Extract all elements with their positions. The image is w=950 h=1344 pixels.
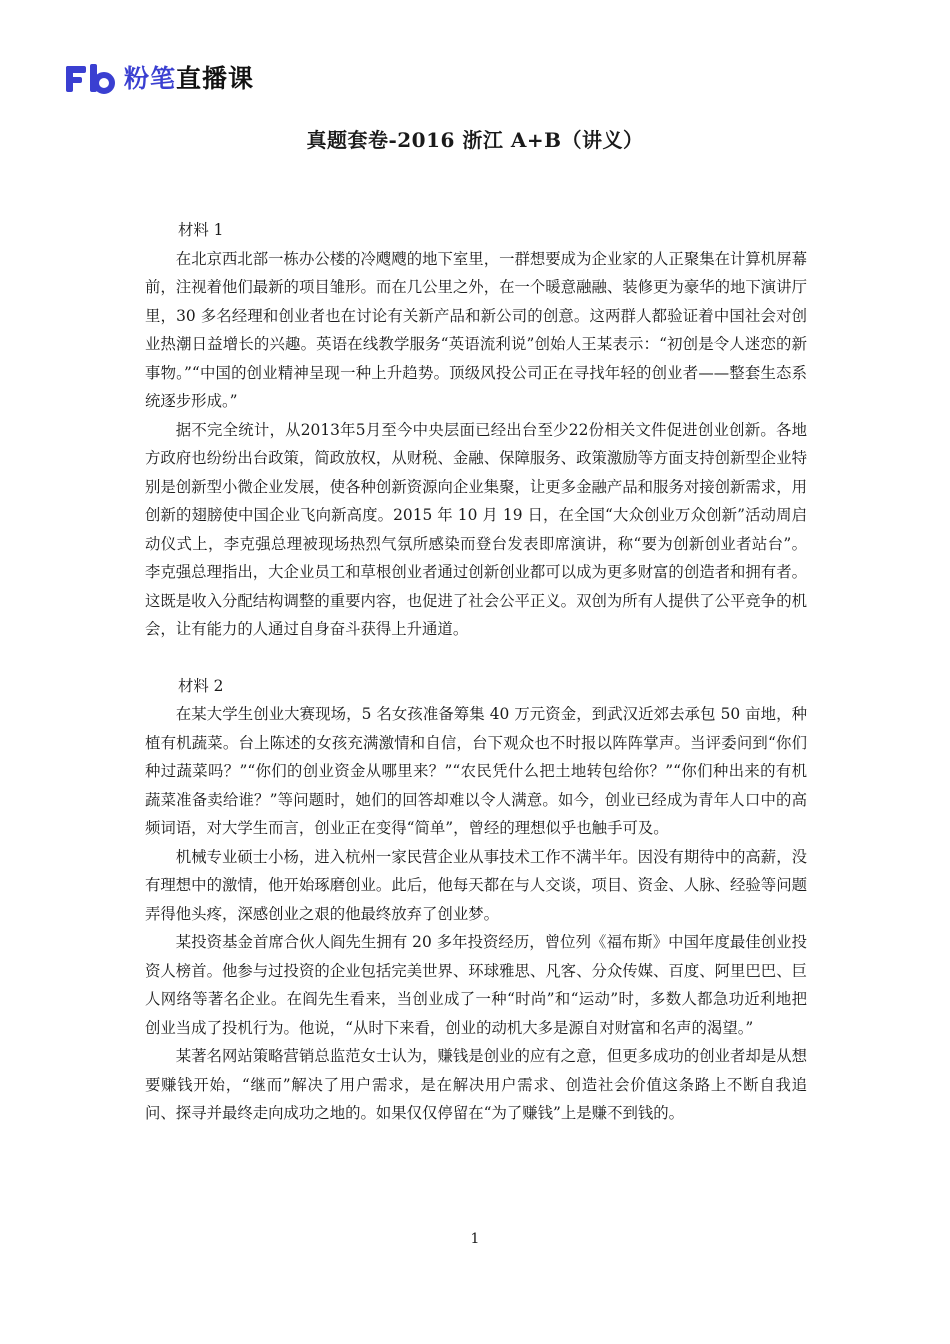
paragraph: 某投资基金首席合伙人阎先生拥有 20 多年投资经历，曾位列《福布斯》中国年度最佳创业投资人榜首。他参与过投资的企业包括完美世界、环球雅思、凡客、分众传媒、百度、阿里巴巴、巨人网络等著名企业。在阎先生看来，当创业成了一种“时尚”和“运动”时，多数人都急功近利地把创业当成了投机行为。他说，“从时下来看，创业的动机大多是源自对财富和名声的渴望。”: [145, 933, 807, 1037]
paragraph: 某著名网站策略营销总监范女士认为，赚钱是创业的应有之意，但更多成功的创业者却是从想要赚钱开始，“继而”解决了用户需求，是在解决用户需求、创造社会价值这条路上不断自我追问、探寻并最终走向成功之地的。如果仅仅停留在“为了赚钱”上是赚不到钱的。: [145, 1047, 807, 1122]
paragraph: 在北京西北部一栋办公楼的冷飕飕的地下室里，一群想要成为企业家的人正聚集在计算机屏幕前，注视着他们最新的项目雏形。而在几公里之外，在一个暖意融融、装修更为豪华的地下演讲厅里，30 多名经理和创业者也在讨论有关新产品和新公司的创意。这两群人都验证着中国社会对创业热潮日益增长的兴趣。英语在线教学服务“英语流利说”创始人王某表示：“初创是令人迷恋的新事物。”“中国的创业精神呈现一种上升趋势。顶级风投公司正在寻找年轻的创业者——整套生态系统逐步形成。”: [145, 249, 807, 410]
brand-logo: [66, 62, 254, 96]
section-gap: [145, 644, 807, 672]
paragraph: 据不完全统计，从2013年5月至今中央层面已经出台至少22份相关文件促进创业创新。各地方政府也纷纷出台政策，简政放权，从财税、金融、保障服务、政策激励等方面支持创新型企业特别是创新型小微企业发展，使各种创新资源向企业集聚，让更多金融产品和服务对接创新需求，用创新的翅膀使中国企业飞向新高度。2015 年 10 月 19 日，在全国“大众创业万众创新”活动周启动仪式上，李克强总理被现场热烈气氛所感染而登台发表即席演讲，称“要为创新创业者站台”。李克强总理指出，大企业员工和草根创业者通过创新创业都可以成为更多财富的创造者和拥有者。这既是收入分配结构调整的重要内容，也促进了社会公平正义。双创为所有人提供了公平竞争的机会，让有能力的人通过自身奋斗获得上升通道。: [145, 420, 807, 638]
paragraph: 机械专业硕士小杨，进入杭州一家民营企业从事技术工作不满半年。因没有期待中的高薪，没有理想中的激情，他开始琢磨创业。此后，他每天都在与人交谈，项目、资金、人脉、经验等问题弄得他头疼，深感创业之艰的他最终放弃了创业梦。: [145, 847, 807, 923]
page-number: 1: [470, 1231, 480, 1247]
material-2-section: [145, 672, 807, 1128]
section-heading: 材料 1: [178, 221, 224, 239]
fb-logo-icon: [66, 62, 116, 96]
material-1-section: [145, 216, 807, 644]
document-body: [145, 216, 807, 1128]
brand-text: 粉笔: [124, 64, 177, 93]
brand-name: [124, 62, 254, 96]
page-title: 真题套卷-2016 浙江 A+B（讲义）: [306, 128, 644, 152]
brand-suffix: 直播课: [176, 64, 255, 93]
section-heading: 材料 2: [178, 676, 224, 695]
paragraph: 在某大学生创业大赛现场，5 名女孩准备筹集 40 万元资金，到武汉近郊去承包 50 亩地，种植有机蔬菜。台上陈述的女孩充满激情和自信，台下观众也不时报以阵阵掌声。当评委问到“你们种过蔬菜吗？”“你们的创业资金从哪里来？”“农民凭什么把土地转包给你？”“你们种出来的有机蔬菜准备卖给谁？”等问题时，她们的回答却难以令人满意。如今，创业已经成为青年人口中的高频词语，对大学生而言，创业正在变得“简单”，曾经的理想似乎也触手可及。: [145, 705, 807, 837]
